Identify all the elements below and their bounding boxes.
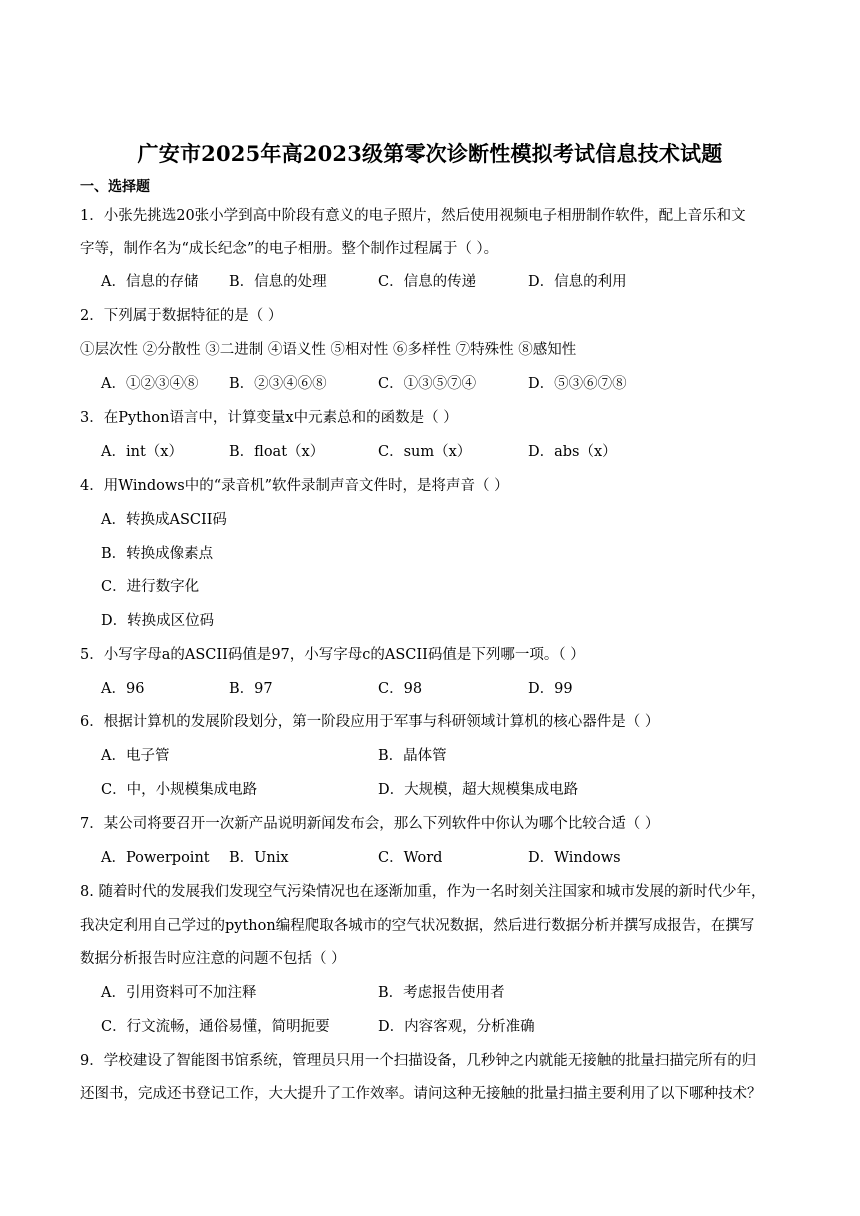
- question-3-option-c: C．sum（x）: [378, 444, 472, 460]
- page-title: 广安市2025年高2023级第零次诊断性模拟考试信息技术试题: [137, 141, 723, 166]
- question-3-option-d: D．abs（x）: [528, 444, 617, 460]
- question-2-option-b: B．②③④⑥⑧: [229, 376, 327, 392]
- question-6-stem: 6．根据计算机的发展阶段划分，第一阶段应用于军事与科研领域计算机的核心器件是（ ）: [80, 714, 660, 730]
- question-8-stem-line-3: 数据分析报告时应注意的问题不包括（ ）: [80, 951, 346, 967]
- question-5-option-c: C．98: [378, 681, 423, 697]
- question-8-stem-line-2: 我决定利用自己学过的python编程爬取各城市的空气状况数据，然后进行数据分析并撰写成报告，在撰写: [80, 918, 755, 934]
- section-heading: 一、选择题: [80, 179, 150, 195]
- question-5-option-d: D．99: [528, 681, 573, 697]
- question-8-option-c: C．行文流畅，通俗易懂，简明扼要: [101, 1019, 330, 1035]
- question-6-option-d: D．大规模，超大规模集成电路: [378, 782, 579, 798]
- question-2-choices-list: ①层次性 ②分散性 ③二进制 ④语义性 ⑤相对性 ⑥多样性 ⑦特殊性 ⑧感知性: [80, 342, 577, 358]
- question-2-option-a: A．①②③④⑧: [101, 376, 199, 392]
- question-7-option-b: B．Unix: [229, 850, 289, 866]
- question-2-stem: 2．下列属于数据特征的是（ ）: [80, 308, 283, 324]
- question-7-option-c: C．Word: [378, 850, 443, 866]
- question-6-option-a: A．电子管: [101, 748, 170, 764]
- question-5-option-a: A．96: [101, 681, 145, 697]
- question-2-option-d: D．⑤③⑥⑦⑧: [528, 376, 627, 392]
- question-1-option-b: B．信息的处理: [229, 274, 327, 290]
- question-4-stem: 4．用Windows中的“录音机”软件录制声音文件时，是将声音（ ）: [80, 478, 509, 494]
- question-1-stem-line-1: 1．小张先挑选20张小学到高中阶段有意义的电子照片，然后使用视频电子相册制作软件，配上音乐和文: [80, 208, 746, 224]
- question-4-option-b: B．转换成像素点: [101, 546, 214, 562]
- question-8-option-d: D．内容客观，分析准确: [378, 1019, 535, 1035]
- question-7-option-d: D．Windows: [528, 850, 621, 866]
- question-4-option-d: D．转换成区位码: [101, 613, 215, 629]
- question-9-stem-line-2: 还图书，完成还书登记工作，大大提升了工作效率。请问这种无接触的批量扫描主要利用了以下哪种技术？: [80, 1086, 762, 1102]
- question-7-option-a: A．Powerpoint: [101, 850, 210, 866]
- question-6-option-c: C．中，小规模集成电路: [101, 782, 258, 798]
- question-8-stem-line-1: 8. 随着时代的发展我们发现空气污染情况也在逐渐加重，作为一名时刻关注国家和城市发展的新时代少年，: [80, 884, 766, 900]
- question-3-option-a: A．int（x）: [101, 444, 183, 460]
- question-4-option-a: A．转换成ASCII码: [101, 512, 227, 528]
- question-7-stem: 7．某公司将要召开一次新产品说明新闻发布会，那么下列软件中你认为哪个比较合适（ ）: [80, 816, 660, 832]
- question-1-option-c: C．信息的传递: [378, 274, 477, 290]
- question-4-option-c: C．进行数字化: [101, 579, 200, 595]
- question-1-stem-line-2: 字等，制作名为“成长纪念”的电子相册。整个制作过程属于（ ）。: [80, 241, 499, 257]
- question-3-stem: 3．在Python语言中，计算变量x中元素总和的函数是（ ）: [80, 410, 458, 426]
- question-1-option-d: D．信息的利用: [528, 274, 627, 290]
- question-1-option-a: A．信息的存储: [101, 274, 199, 290]
- question-2-option-c: C．①③⑤⑦④: [378, 376, 477, 392]
- question-8-option-a: A．引用资料可不加注释: [101, 985, 257, 1001]
- question-5-option-b: B．97: [229, 681, 273, 697]
- question-3-option-b: B．float（x）: [229, 444, 325, 460]
- question-9-stem-line-1: 9．学校建设了智能图书馆系统，管理员只用一个扫描设备，几秒钟之内就能无接触的批量扫描完所有的归: [80, 1053, 757, 1069]
- question-6-option-b: B．晶体管: [378, 748, 447, 764]
- question-8-option-b: B．考虑报告使用者: [378, 985, 505, 1001]
- question-5-stem: 5．小写字母a的ASCII码值是97，小写字母c的ASCII码值是下列哪一项。（ ）: [80, 647, 585, 663]
